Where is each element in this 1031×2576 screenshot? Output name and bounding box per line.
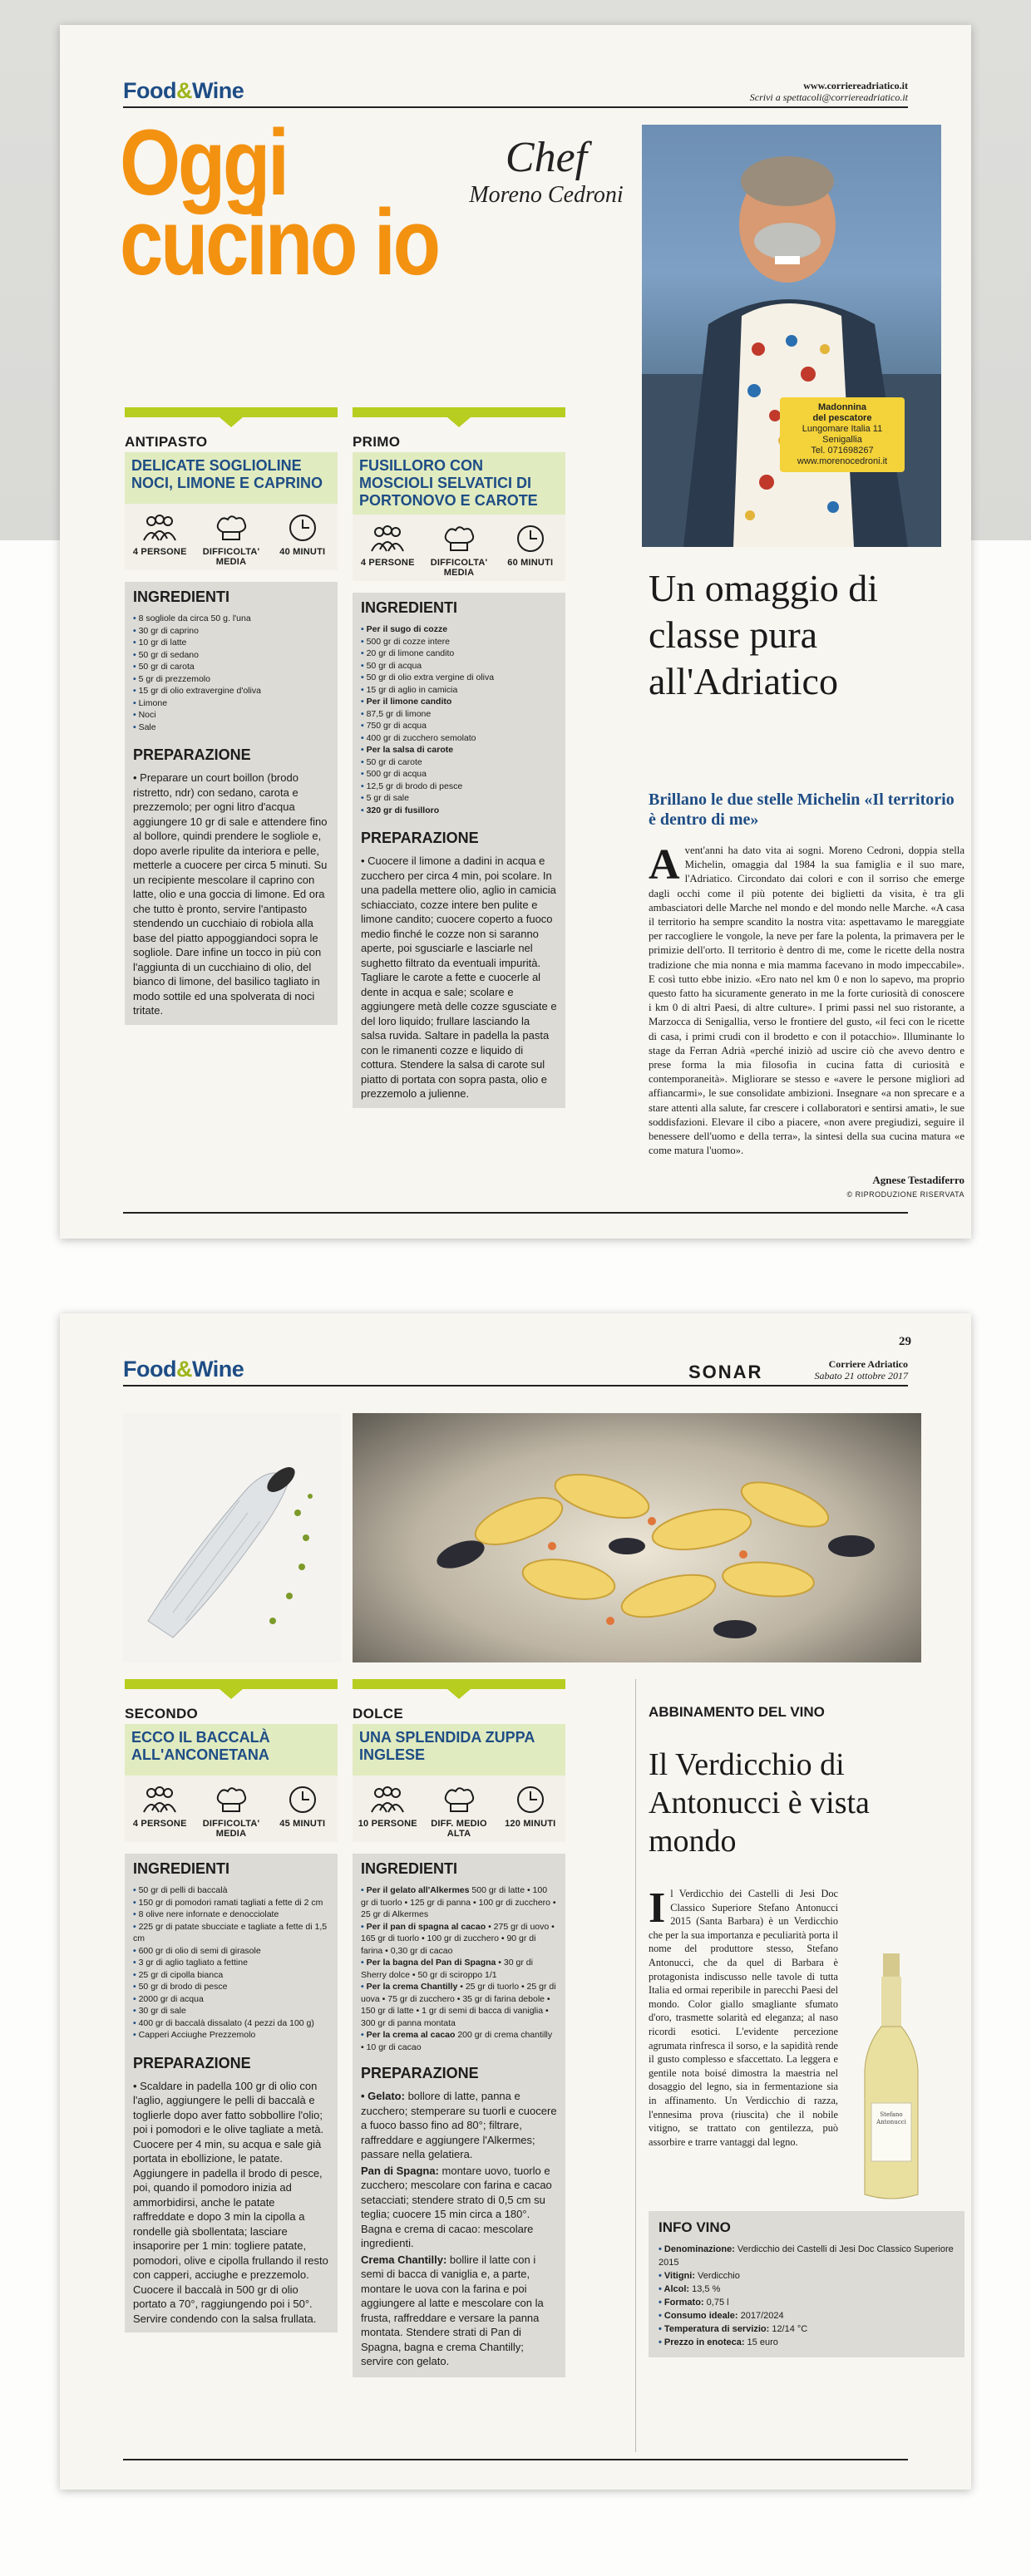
info-key: Prezzo in enoteca: — [663, 2337, 745, 2347]
baccala-photo — [123, 1413, 341, 1662]
info-row — [659, 2283, 955, 2296]
chef-name: Moreno Cedroni — [469, 182, 624, 208]
chef-hat-icon — [441, 1785, 477, 1814]
recipe-category: PRIMO — [353, 434, 401, 450]
preparation-title: PREPARAZIONE — [361, 2065, 479, 2081]
restaurant-city: Senigallia — [822, 435, 862, 445]
ingredient-group-title: Per il gelato all'Alkermes — [366, 1885, 470, 1895]
ingredient: • Capperi Acciughe Prezzemolo — [133, 2029, 329, 2042]
ingredient: • 50 gr di carote — [361, 756, 557, 769]
step-title: Crema Chantilly: — [361, 2253, 447, 2266]
ingredient: • 15 gr di aglio in camicia — [361, 684, 557, 697]
page-bottom-rule — [123, 2459, 908, 2460]
time-label: 45 MINUTI — [279, 1819, 326, 1829]
ingredient: • Noci — [133, 709, 329, 722]
time-label: 40 MINUTI — [279, 547, 326, 557]
recipe-category: SECONDO — [125, 1706, 199, 1721]
info-value: 12/14 °C — [769, 2324, 808, 2334]
wine-title: Il Verdicchio di Antonucci è vista mondo — [649, 1747, 870, 1859]
info-title: INFO VINO — [659, 2219, 731, 2235]
recipe-title: FUSILLORO CON MOSCIOLI SELVATICI DI PORTONOVO E CAROTE — [353, 452, 565, 515]
ingredient: • Sale — [133, 722, 329, 734]
logo-food: Food — [123, 1357, 176, 1382]
servings — [353, 1785, 422, 1839]
wine-text: l Verdicchio dei Castelli di Jesi Doc Classico Superiore Stefano Antonucci 2015 (Santa Barbara) è un Verdicchio che per la sua importanza e peculiarità porta il nome del produttore stesso, Stefano Antonucci, che da quel di Barbara è protagonista indiscusso nelle tavole di tutta Italia ed ormai reperibile in parecchi Paesi del mondo. Color giallo smagliante sfumato d'oro, trasmette solarità ed eleganza; al naso ricordi esotici. L'evidente percezione agrumata rinfresca il sorso, e la sapidità rende il gusto complesso e sfaccettato. La leggera e gentile nota boisé dimostra la maestria nel dosaggio del legno, sia in fermentazione sia in affinamento. Un Verdicchio di razza, l'ennesima prova (riuscita) che il nobile vitigno, se trattato con gentilezza, può assorbire e trarre vantaggi dal legno. — [649, 1888, 838, 2148]
servings-label: 4 PERSONE — [360, 558, 415, 568]
recipe-meta — [125, 1776, 338, 1842]
difficulty-label: DIFF. MEDIO ALTA — [431, 1819, 487, 1839]
preparation-title: PREPARAZIONE — [133, 2054, 251, 2071]
info-value: Verdicchio — [695, 2271, 740, 2281]
ingredient: • 30 gr di caprino — [133, 625, 329, 638]
ingredients-title: INGREDIENTI — [361, 599, 458, 616]
recipe-category: DOLCE — [353, 1706, 403, 1721]
servings-label: 10 PERSONE — [358, 1819, 417, 1829]
time — [496, 525, 565, 578]
step-text: montare uovo, tuorlo e zucchero; mescolare con farina e cacao setacciati; stendere strato di 0,5 cm su teglia; cuocere 15 min circa a 180°. Bagna e crema di cacao: mescolare ingredienti. — [361, 2164, 552, 2249]
time — [268, 1785, 338, 1839]
people-icon — [141, 1785, 178, 1814]
preparation-text: • Preparare un court boillon (brodo ristretto, ndr) con sedano, carota e prezzemolo; per ogni litro d'acqua aggiungere 10 gr di sale e attendere fino al bollore, quindi prendere le sogliole e, dopo averle ripulite da interiora e pelle, metterle a cuocere per circa 5 minuti. Su un recipiente mescolare il caprino con latte, olio e una goccia di limone. Ed ora che tutto è pronto, servire l'antipasto stendendo un cucchiaio di robiola alla base del piatto appoggiandoci sopra le sogliole. Dare infine un tocco in più con l'aggiunta di un cucchiaino di olio, del bianco di limone, del basilico tagliato in modo sottile ed una spolverata di noci tritate. — [133, 771, 328, 1017]
title-line-1: Oggi — [120, 111, 287, 214]
preparation-step — [361, 2089, 557, 2162]
ingredient-group-items: • 275 gr di uovo • 165 gr di tuorlo • 100 gr di zucchero • 90 gr di farina • 0,30 gr di cacao — [361, 1921, 555, 1956]
info-key: Denominazione: — [663, 2244, 735, 2254]
paper-name: Corriere Adriatico — [828, 1358, 908, 1370]
ingredient: • 5 gr di sale — [361, 792, 557, 805]
ingredients-panel — [353, 1854, 565, 2377]
ingredient: • Per il sugo di cozze — [361, 623, 557, 636]
preparation-text — [361, 2089, 557, 2369]
header-date — [814, 1358, 908, 1382]
copyright-note: © RIPRODUZIONE RISERVATA — [846, 1190, 964, 1199]
ingredient: • 600 gr di olio di semi di girasole — [133, 1945, 329, 1958]
newspaper-page-1 — [60, 25, 971, 1239]
ingredient-group — [361, 1921, 557, 1958]
article-body — [649, 841, 964, 1158]
newspaper-page-2 — [60, 1313, 971, 2490]
column-marker — [125, 407, 338, 417]
ingredient: • 500 gr di acqua — [361, 768, 557, 781]
step-title: Pan di Spagna: — [361, 2164, 439, 2177]
ingredient-group — [361, 1957, 557, 1981]
recipe-meta — [353, 1776, 565, 1842]
clock-icon — [284, 514, 321, 542]
column-marker — [353, 1679, 565, 1689]
preparation-title: PREPARAZIONE — [133, 746, 251, 763]
ingredients-list — [133, 1884, 329, 2042]
clock-icon — [512, 525, 549, 553]
recipe-meta — [353, 515, 565, 581]
ingredients-panel — [125, 582, 338, 1025]
ingredient: • 400 gr di zucchero semolato — [361, 732, 557, 745]
ingredient: • Per il limone candito — [361, 696, 557, 708]
info-key: Consumo ideale: — [663, 2311, 738, 2321]
ingredients-panel — [353, 593, 565, 1108]
page-header — [123, 1355, 908, 1387]
recipe-title: UNA SPLENDIDA ZUPPA INGLESE — [353, 1724, 565, 1776]
ingredient: • 50 gr di olio extra vergine di oliva — [361, 672, 557, 684]
restaurant-website[interactable]: www.morenocedroni.it — [797, 456, 888, 466]
servings — [125, 1785, 195, 1839]
difficulty — [196, 514, 266, 567]
recipe-category: ANTIPASTO — [125, 434, 208, 450]
pasta-illustration — [353, 1413, 921, 1662]
info-row — [659, 2269, 955, 2283]
column-marker — [125, 1679, 338, 1689]
ingredient-group-title: Per la crema Chantilly — [366, 1982, 458, 1992]
ingredients-title: INGREDIENTI — [133, 589, 230, 605]
preparation-title: PREPARAZIONE — [361, 830, 479, 846]
bottle-label-text: Stefano Antonucci — [876, 2111, 906, 2125]
page-number: 29 — [899, 1335, 911, 1348]
info-row — [659, 2243, 955, 2269]
column-marker — [353, 407, 565, 417]
servings-label: 4 PERSONE — [132, 1819, 187, 1829]
ingredient: • 50 gr di brodo di pesce — [133, 1981, 329, 1993]
info-key: Vitigni: — [663, 2271, 695, 2281]
difficulty-label: DIFFICOLTA' MEDIA — [430, 558, 488, 578]
clock-icon — [512, 1785, 549, 1814]
info-value: 0,75 l — [703, 2298, 729, 2308]
chef-hat-icon — [213, 514, 249, 542]
recipe-title: ECCO IL BACCALÀ ALL'ANCONETANA — [125, 1724, 338, 1776]
ingredients-title: INGREDIENTI — [361, 1860, 458, 1877]
restaurant-phone: Tel. 071698267 — [811, 446, 874, 456]
ingredient-group-title: Per la bagna del Pan di Spagna — [366, 1958, 496, 1968]
article-subheadline: Brillano le due stelle Michelin «Il territorio è dentro di me» — [649, 791, 955, 829]
sonar-section-label: SONAR — [688, 1362, 763, 1382]
ingredient: • 50 gr di carota — [133, 661, 329, 673]
info-key: Formato: — [663, 2298, 704, 2308]
drop-cap: A — [649, 841, 680, 889]
ingredient: • 20 gr di limone candito — [361, 648, 557, 660]
preparation-step — [361, 2164, 557, 2251]
time-label: 120 MINUTI — [505, 1819, 556, 1829]
ingredient: • 50 gr di pelli di baccalà — [133, 1884, 329, 1897]
website-link[interactable]: www.corriereadriatico.it — [803, 80, 908, 91]
chef-hat-icon — [213, 1785, 249, 1814]
people-icon — [369, 525, 406, 553]
ingredient: • 400 gr di baccalà dissalato (4 pezzi da 100 g) — [133, 2017, 329, 2030]
difficulty — [424, 525, 494, 578]
article-headline: Un omaggio di classe pura all'Adriatico — [649, 567, 878, 702]
step-title: • Gelato: — [361, 2090, 405, 2102]
people-icon — [141, 514, 178, 542]
ingredient-group-title: Per il pan di spagna al cacao — [366, 1921, 486, 1932]
preparation-step — [361, 2253, 557, 2369]
restaurant-name-2: del pescatore — [812, 413, 872, 423]
info-key: Alcol: — [663, 2284, 690, 2294]
servings — [125, 514, 195, 567]
logo-wine: Wine — [191, 1357, 244, 1382]
ingredient: • 225 gr di patate sbucciate e tagliate a fette di 1,5 cm — [133, 1921, 329, 1945]
ingredient: • Per la salsa di carote — [361, 744, 557, 756]
ingredient-group — [361, 1981, 557, 2029]
ingredient: • 750 gr di acqua — [361, 720, 557, 732]
chef-caption — [442, 133, 650, 209]
ingredient: • 5 gr di prezzemolo — [133, 673, 329, 686]
step-text: bollore di latte, panna e zucchero; stemperare su tuorli e cuocere a fuoco basso fino ad 80°; filtrare, raffreddare e aggiungere l'Alkermes; passare nella gelatiera. — [361, 2090, 557, 2160]
clock-icon — [284, 1785, 321, 1814]
ingredient: • 10 gr di latte — [133, 637, 329, 649]
pasta-photo — [353, 1413, 921, 1662]
info-row — [659, 2309, 955, 2322]
info-row — [659, 2336, 955, 2349]
restaurant-box — [780, 397, 905, 472]
logo-food: Food — [123, 78, 176, 103]
logo-amp: & — [175, 1357, 192, 1382]
info-list — [659, 2243, 955, 2349]
difficulty — [196, 1785, 266, 1839]
info-value: Verdicchio dei Castelli di Jesi Doc Classico Superiore 2015 — [659, 2244, 954, 2268]
ingredient-group-items: • 30 gr di Sherry dolce • 50 gr di sciroppo 1/1 — [361, 1958, 533, 1980]
difficulty-label: DIFFICOLTA' MEDIA — [202, 1819, 260, 1839]
ingredient: • 30 gr di sale — [133, 2005, 329, 2017]
bottle-illustration — [850, 1953, 933, 2203]
info-value: 2017/2024 — [737, 2311, 784, 2321]
time-label: 60 MINUTI — [507, 558, 554, 568]
preparation-text: • Cuocere il limone a dadini in acqua e zucchero per circa 4 min, poi scolare. In una padella mettere olio, aglio in camicia schiacciato, cozze intere ben pulite e limone candito; cuocere coperto a fuoco medio finché le cozze non si saranno aperte, poi sgusciarle e lasciarle nel sughetto filtrato da eventuali impurità. Tagliare le carote a fette e cuocerle al dente in acqua e sale; scolare e aggiungere metà delle cozze sgusciate e del loro liquido; frullare lasciando la salsa ruvida. Saltare in padella la pasta con le rimanenti cozze e liquido di cottura. Stendere la salsa di carote sul piatto di portata con sopra pasta, olio e prezzemolo a julienne. — [361, 855, 557, 1100]
chef-label: Chef — [505, 134, 588, 181]
ingredient-group — [361, 1884, 557, 1921]
header-contacts — [750, 80, 908, 103]
section-logo — [123, 1357, 244, 1382]
ingredient: • 2000 gr di acqua — [133, 1993, 329, 2006]
restaurant-street: Lungomare Italia 11 — [802, 424, 883, 434]
ingredient: • 500 gr di cozze intere — [361, 636, 557, 648]
info-row — [659, 2296, 955, 2309]
difficulty-label: DIFFICOLTA' MEDIA — [202, 547, 260, 567]
preparation-text: • Scaldare in padella 100 gr di olio con l'aglio, aggiungere le pelli di baccalà e toglierle dopo aver fatto sobbollire l'olio; poi i pomodori e le olive tagliate a metà. Cuocere per 4 min, su acqua e sale già portata in ebollizione, le patate. Aggiungere in padella il brodo di pesce, poi, quando il pomodoro inizia ad ammorbidirsi, anche le patate raffreddate e dopo 3 min la cipolla a rondelle già sbollentata; lasciare insaporire per 1 min: togliere patate, pomodori, olive e cipolla frullando il resto con capperi, acciughe e prezzemolo. Cuocere il baccalà in 500 gr di olio portato a 70°, raggiungendo poi i 50°. Servire condendo con la salsa frullata. — [133, 2079, 328, 2325]
ingredient: • 50 gr di sedano — [133, 649, 329, 662]
issue-date: Sabato 21 ottobre 2017 — [814, 1370, 908, 1382]
ingredient: • 320 gr di fusilloro — [361, 805, 557, 817]
wine-bottle — [850, 1953, 933, 2203]
ingredients-title: INGREDIENTI — [133, 1860, 230, 1877]
ingredient: • Limone — [133, 697, 329, 710]
ingredient: • 12,5 gr di brodo di pesce — [361, 781, 557, 793]
section-logo — [123, 78, 244, 104]
wine-body — [649, 1884, 838, 2149]
recipe-primo — [353, 407, 565, 1108]
time — [496, 1785, 565, 1839]
chef-illustration — [642, 125, 941, 547]
servings — [353, 525, 422, 578]
fish-illustration — [123, 1413, 341, 1662]
info-value: 13,5 % — [689, 2284, 721, 2294]
ingredient-group — [361, 2029, 557, 2053]
recipe-antipasto — [125, 407, 338, 1025]
ingredient: • 87,5 gr di limone — [361, 708, 557, 721]
ingredient: • 50 gr di acqua — [361, 660, 557, 672]
ingredients-list — [361, 1884, 557, 2053]
recipe-secondo — [125, 1679, 338, 2332]
ingredients-panel — [125, 1854, 338, 2332]
logo-amp: & — [175, 78, 192, 103]
chef-hat-icon — [441, 525, 477, 553]
info-row — [659, 2322, 955, 2336]
title-line-2: cucino io — [120, 190, 438, 294]
ingredient: • 15 gr di olio extravergine d'oliva — [133, 685, 329, 697]
drop-cap: I — [649, 1884, 666, 1932]
ingredients-list — [361, 623, 557, 816]
contact-email[interactable]: Scrivi a spettacoli@corriereadriatico.it — [749, 91, 908, 103]
info-value: 15 euro — [744, 2337, 778, 2347]
ingredient-group-items: 200 gr di crema chantilly • 10 gr di cacao — [361, 2030, 553, 2052]
chef-photo — [642, 125, 941, 547]
article-text: vent'anni ha dato vita ai sogni. Moreno Cedroni, doppia stella Michelin, omaggia dal 1984 la sua famiglia e il suo mare, l'Adriatico. Circondato dai colori e con il sorriso che emerge dagli occhi come il più potente dei biglietti da visita, è tra gli ambasciatori delle Marche nel mondo e del mondo nelle Marche. «A casa il territorio ha sempre scandito la nostra vita: aspettavamo le mareggiate per raccogliere le vongole, la neve per fare la polenta, la primavera per le primizie dell'orto. Il territorio è dentro di me, come le ricette della nostra tradizione che mia nonna e mia mamma facevano in modo impeccabile». E così tutto ebbe inizio. «Ero nato nel km 0 e non lo sapevo, ma proprio questo fatto ha sicuramente generato in me la forte curiosità di conoscere i km 0 di altri Paesi, di altre culture». I primi passi nel suo ristorante, a Marzocca di Senigallia, verso le frontiere del gusto, «il feci con le ricette di casa, i primi crudi con il brodetto e con il potacchio». Illuminante lo stage da Ferran Adrià «perché iniziò ad uscire ciò che avevo dentro e prese forma la mia filosofia in cucina fatta di curiosità e contemporaneità». Migliorare se stesso e «avere le persone migliori ad affiancarmi», le sue consolidate ambizioni. Insegnare «a non sprecare e a stare attenti alla salute, far crescere i collaboratori e sentirsi amati», le sue soddisfazioni. Elevare il cibo a piacere, «non avere pregiudizi, seguire il benessere dell'uomo e della terra», la sintesi della sua cucina matura «e come matura l'uomo». — [649, 845, 964, 1157]
time — [268, 514, 338, 567]
wine-info-panel — [649, 2211, 964, 2357]
wine-category: ABBINAMENTO DEL VINO — [649, 1704, 825, 1720]
logo-wine: Wine — [191, 78, 244, 103]
recipe-dolce — [353, 1679, 565, 2377]
ingredient-group-title: Per la crema al cacao — [366, 2030, 456, 2040]
ingredient: • 3 gr di aglio tagliato a fettine — [133, 1957, 329, 1969]
servings-label: 4 PERSONE — [132, 547, 187, 557]
ingredient: • 8 olive nere infornate e denocciolate — [133, 1909, 329, 1921]
column-divider — [635, 1679, 636, 2452]
step-text: bollire il latte con i semi di bacca di vaniglia e, a parte, montare le uova con la farina e poi aggiungere al latte e mescolare con la frusta, raffreddare e versare la panna montata. Stendere strati di Pan di Spagna, bagna e crema Chantilly; servire con gelato. — [361, 2253, 544, 2367]
ingredient: • 25 gr di cipolla bianca — [133, 1969, 329, 1982]
ingredient: • 150 gr di pomodori ramati tagliati a fette di 2 cm — [133, 1897, 329, 1909]
people-icon — [369, 1785, 406, 1814]
recipe-title: DELICATE SOGLIOLINE NOCI, LIMONE E CAPRINO — [125, 452, 338, 504]
ingredient-group-items: • 25 gr di tuorlo • 25 gr di uova • 75 gr di zucchero • 35 gr di farina debole • 150 gr di latte • 1 gr di semi di bacca di vaniglia • 300 gr di panna montata — [361, 1982, 556, 2028]
difficulty — [424, 1785, 494, 1839]
recipe-meta — [125, 504, 338, 570]
article-author: Agnese Testadiferro — [872, 1174, 964, 1186]
page-bottom-rule — [123, 1212, 908, 1214]
ingredients-list — [133, 613, 329, 733]
restaurant-name-1: Madonnina — [817, 402, 867, 412]
ingredient: • 8 sogliole da circa 50 g. l'una — [133, 613, 329, 625]
info-key: Temperatura di servizio: — [663, 2324, 770, 2334]
page-header — [123, 76, 908, 108]
ingredient-group-items: 500 gr di latte • 100 gr di tuorlo • 125 gr di panna • 100 gr di zucchero • 25 gr di Alkermes — [361, 1885, 556, 1919]
